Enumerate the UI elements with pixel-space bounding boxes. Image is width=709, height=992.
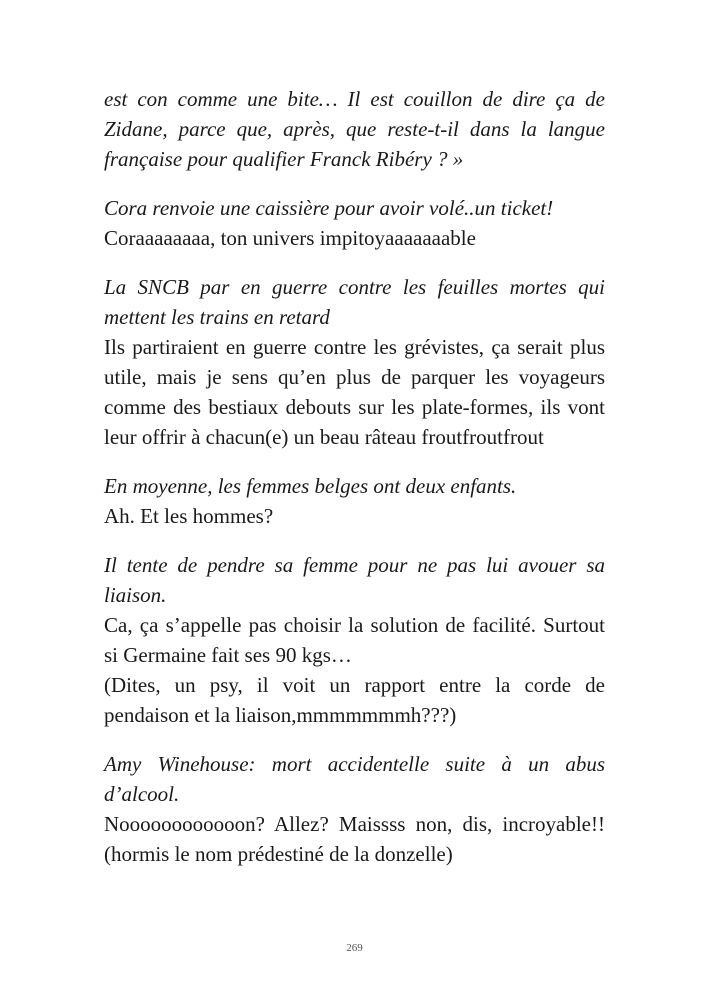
entry-headline: Il tente de pendre sa femme pour ne pas lui avouer sa liaison. (104, 553, 605, 607)
entry-sncb (104, 272, 605, 452)
page-number: 269 (346, 942, 363, 954)
entry-body-paragraph: Ils partiraient en guerre contre les grévistes, ça serait plus utile, mais je sens qu’en plus de parquer les voyageurs comme des bestiaux debouts sur les plate-formes, ils vont leur offrir à chacun(e) un beau râteau froutfroutfrout (104, 335, 605, 449)
entry-cora (104, 193, 605, 253)
entry-body-paragraph: Ca, ça s’appelle pas choisir la solution de facilité. Surtout si Germaine fait ses 90 kgs… (104, 613, 605, 667)
page-content (104, 84, 605, 888)
entry-headline: En moyenne, les femmes belges ont deux enfants. (104, 474, 517, 498)
entry-body-paragraph: (Dites, un psy, il voit un rapport entre la corde de pendaison et la liaison,mmmmmmmh???) (104, 673, 605, 727)
entry-pendaison (104, 550, 605, 730)
entry-amy-winehouse (104, 749, 605, 869)
entry-body-paragraph: Coraaaaaaaa, ton univers impitoyaaaaaaable (104, 226, 476, 250)
entry-headline: La SNCB par en guerre contre les feuilles mortes qui mettent les trains en retard (104, 275, 605, 329)
entry-femmes-belges (104, 471, 605, 531)
entry-headline: Cora renvoie une caissière pour avoir volé..un ticket! (104, 196, 554, 220)
entry-body-paragraph: Ah. Et les hommes? (104, 504, 274, 528)
entry-headline: Amy Winehouse: mort accidentelle suite à un abus d’alcool. (104, 752, 605, 806)
entry-body-paragraph: est con comme une bite… Il est couillon de dire ça de Zidane, parce que, après, que reste-t-il dans la langue française pour qualifier Franck Ribéry ? » (104, 87, 605, 171)
entry-body-paragraph: Noooooooooooon? Allez? Maissss non, dis, incroyable!! (hormis le nom prédestiné de la donzelle) (104, 812, 605, 866)
entry-ribery-quote (104, 84, 605, 174)
